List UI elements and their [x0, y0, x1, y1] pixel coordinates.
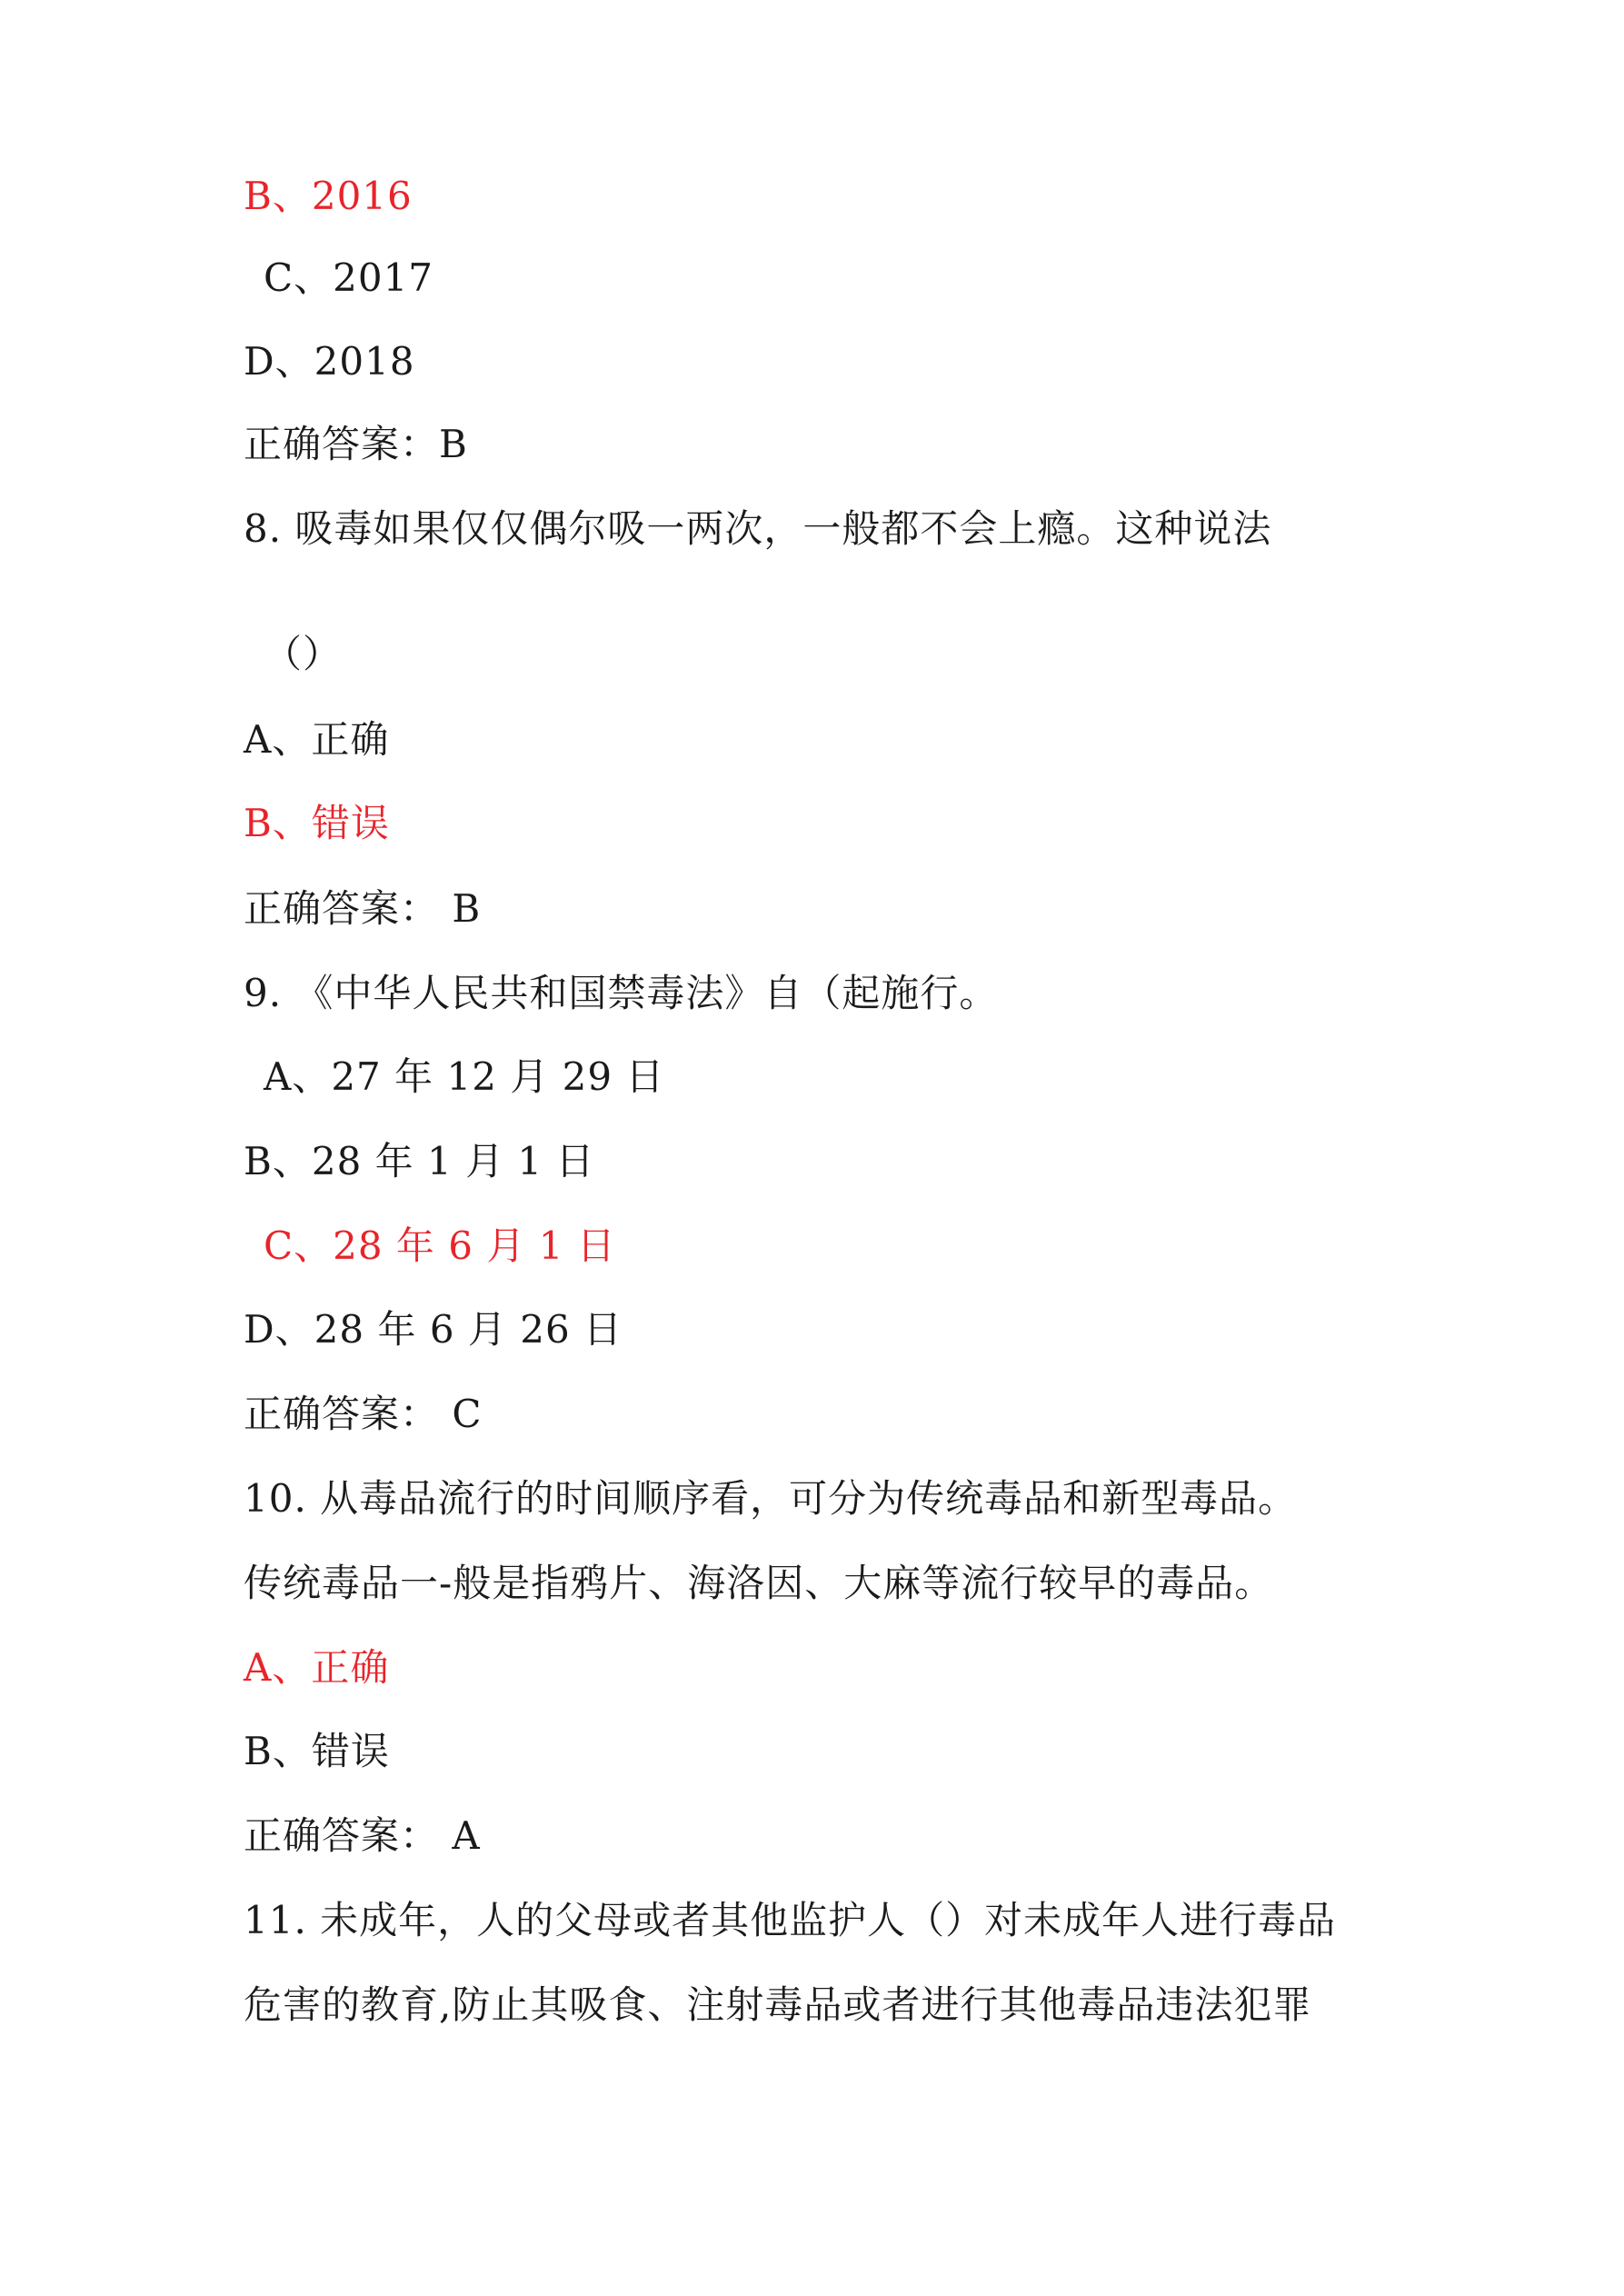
q8-stem-line1: 8. 吸毒如果仅仅偶尔吸一两次，一般都不会上瘾。这种说法	[244, 506, 1272, 551]
q7-option-d: D、2018	[244, 339, 415, 384]
q9-option-a: A、27 年 12 月 29 日	[264, 1054, 665, 1099]
q11-stem-line2: 危害的教育,防止其吸食、注射毒品或者进行其他毒品违法犯罪	[244, 1982, 1312, 2027]
q10-option-a: A、正确	[244, 1645, 390, 1690]
q10-answer: 正确答案： A	[244, 1813, 481, 1858]
q9-option-b: B、28 年 1 月 1 日	[244, 1139, 595, 1183]
q11-stem-line1: 11. 未成年，人的父母或者其他监护人（）对未成年人进行毒品	[244, 1898, 1337, 1942]
q9-answer: 正确答案： C	[244, 1392, 483, 1436]
q7-option-b: B、2016	[244, 174, 413, 218]
q9-option-d: D、28 年 6 月 26 日	[244, 1307, 623, 1352]
q8-stem-line2: （）	[264, 632, 343, 676]
q8-option-b: B、错误	[244, 801, 390, 845]
q8-option-a: A、正确	[244, 717, 390, 762]
q9-option-c: C、28 年 6 月 1 日	[264, 1223, 616, 1268]
q9-stem: 9. 《中华人民共和国禁毒法》自（起施行。	[244, 971, 999, 1015]
q10-option-b: B、错误	[244, 1729, 390, 1773]
q7-option-c: C、2017	[264, 255, 434, 300]
q7-answer: 正确答案：B	[244, 422, 468, 466]
q10-stem-line2: 传统毒品一-般是指鸦片、海洛因、大麻等流行较早的毒品。	[244, 1561, 1274, 1605]
q8-answer: 正确答案： B	[244, 886, 482, 931]
q10-stem-line1: 10. 从毒品流行的时间顺序看，可分为传统毒品和新型毒品。	[244, 1476, 1298, 1521]
